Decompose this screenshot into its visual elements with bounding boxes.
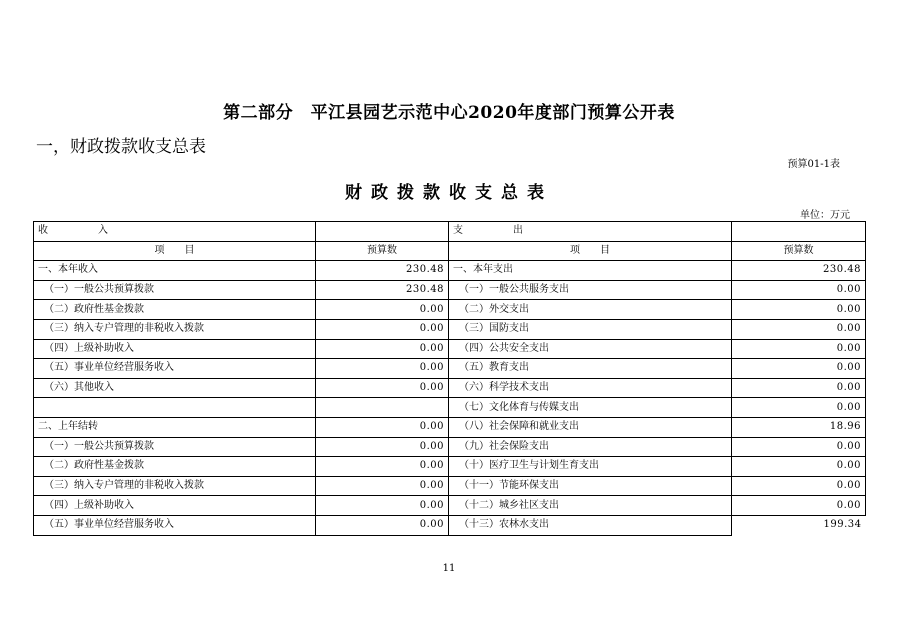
expense-budget-value: 0.00 [732, 457, 866, 477]
expense-budget-value: 0.00 [732, 300, 866, 320]
income-budget-value: 0.00 [316, 437, 449, 457]
income-item: （四）上级补助收入 [34, 339, 316, 359]
table-title: 财政拨款收支总表 [345, 183, 553, 203]
table-row [34, 496, 866, 516]
income-budget-value: 0.00 [316, 457, 449, 477]
income-item: （二）政府性基金拨款 [34, 300, 316, 320]
expense-item: （十）医疗卫生与计划生育支出 [449, 457, 732, 477]
income-item: 一、本年收入 [34, 261, 316, 281]
expense-budget-value: 0.00 [732, 378, 866, 398]
income-item: 二、上年结转 [34, 417, 316, 437]
income-item-column-header: 项 目 [34, 241, 316, 261]
table-row [34, 319, 866, 339]
part-title: 第二部分 平江县园艺示范中心2020年度部门预算公开表 [223, 103, 675, 123]
expense-budget-value: 0.00 [732, 280, 866, 300]
table-row [34, 398, 866, 418]
income-budget-value: 0.00 [316, 496, 449, 516]
income-item: （三）纳入专户管理的非税收入拨款 [34, 476, 316, 496]
expense-item: （十二）城乡社区支出 [449, 496, 732, 516]
unit-label: 单位：万元 [800, 210, 850, 221]
expense-item: 一、本年支出 [449, 261, 732, 281]
table-row [34, 457, 866, 477]
income-budget-column-header: 预算数 [316, 241, 449, 261]
income-item: （二）政府性基金拨款 [34, 457, 316, 477]
section-title: 一，财政拨款收支总表 [36, 137, 206, 157]
expense-budget-value: 0.00 [732, 437, 866, 457]
expense-budget-value: 230.48 [732, 261, 866, 281]
expense-budget-value: 199.34 [732, 515, 866, 535]
budget-table [33, 221, 866, 536]
income-budget-value: 0.00 [316, 359, 449, 379]
income-budget-value: 0.00 [316, 319, 449, 339]
income-budget-value: 0.00 [316, 417, 449, 437]
income-budget-value [316, 398, 449, 418]
income-item: （六）其他收入 [34, 378, 316, 398]
income-item: （一）一般公共预算拨款 [34, 437, 316, 457]
expense-item: （六）科学技术支出 [449, 378, 732, 398]
table-row [34, 437, 866, 457]
page-number: 11 [442, 563, 456, 574]
expense-budget-value: 0.00 [732, 496, 866, 516]
expense-budget-value: 0.00 [732, 339, 866, 359]
table-row [34, 339, 866, 359]
income-item: （三）纳入专户管理的非税收入拨款 [34, 319, 316, 339]
income-item [34, 398, 316, 418]
income-item: （五）事业单位经营服务收入 [34, 515, 316, 535]
expense-item: （二）外交支出 [449, 300, 732, 320]
table-row [34, 515, 866, 535]
income-item: （一）一般公共预算拨款 [34, 280, 316, 300]
income-budget-value: 0.00 [316, 476, 449, 496]
table-row [34, 280, 866, 300]
expense-item-column-header: 项 目 [449, 241, 732, 261]
income-budget-value: 230.48 [316, 280, 449, 300]
table-code: 预算01-1表 [787, 159, 840, 170]
expense-item: （七）文化体育与传媒支出 [449, 398, 732, 418]
income-header-blank [316, 222, 449, 242]
expense-item: （一）一般公共服务支出 [449, 280, 732, 300]
table-row [34, 261, 866, 281]
income-budget-value: 0.00 [316, 300, 449, 320]
expense-budget-column-header: 预算数 [732, 241, 866, 261]
expense-budget-value: 0.00 [732, 359, 866, 379]
income-expense-header-row [34, 222, 866, 242]
column-header-row [34, 241, 866, 261]
expense-header: 支 出 [449, 222, 732, 242]
table-row [34, 476, 866, 496]
income-budget-value: 0.00 [316, 515, 449, 535]
expense-item: （八）社会保障和就业支出 [449, 417, 732, 437]
table-row [34, 417, 866, 437]
income-header: 收 入 [34, 222, 316, 242]
expense-item: （五）教育支出 [449, 359, 732, 379]
income-item: （四）上级补助收入 [34, 496, 316, 516]
expense-budget-value: 0.00 [732, 476, 866, 496]
income-budget-value: 0.00 [316, 378, 449, 398]
expense-item: （三）国防支出 [449, 319, 732, 339]
table-row [34, 359, 866, 379]
expense-item: （十三）农林水支出 [449, 515, 732, 535]
expense-budget-value: 0.00 [732, 398, 866, 418]
expense-item: （四）公共安全支出 [449, 339, 732, 359]
table-row [34, 300, 866, 320]
expense-header-blank [732, 222, 866, 242]
income-item: （五）事业单位经营服务收入 [34, 359, 316, 379]
expense-budget-value: 18.96 [732, 417, 866, 437]
expense-item: （九）社会保险支出 [449, 437, 732, 457]
income-budget-value: 0.00 [316, 339, 449, 359]
table-row [34, 378, 866, 398]
expense-item: （十一）节能环保支出 [449, 476, 732, 496]
expense-budget-value: 0.00 [732, 319, 866, 339]
income-budget-value: 230.48 [316, 261, 449, 281]
